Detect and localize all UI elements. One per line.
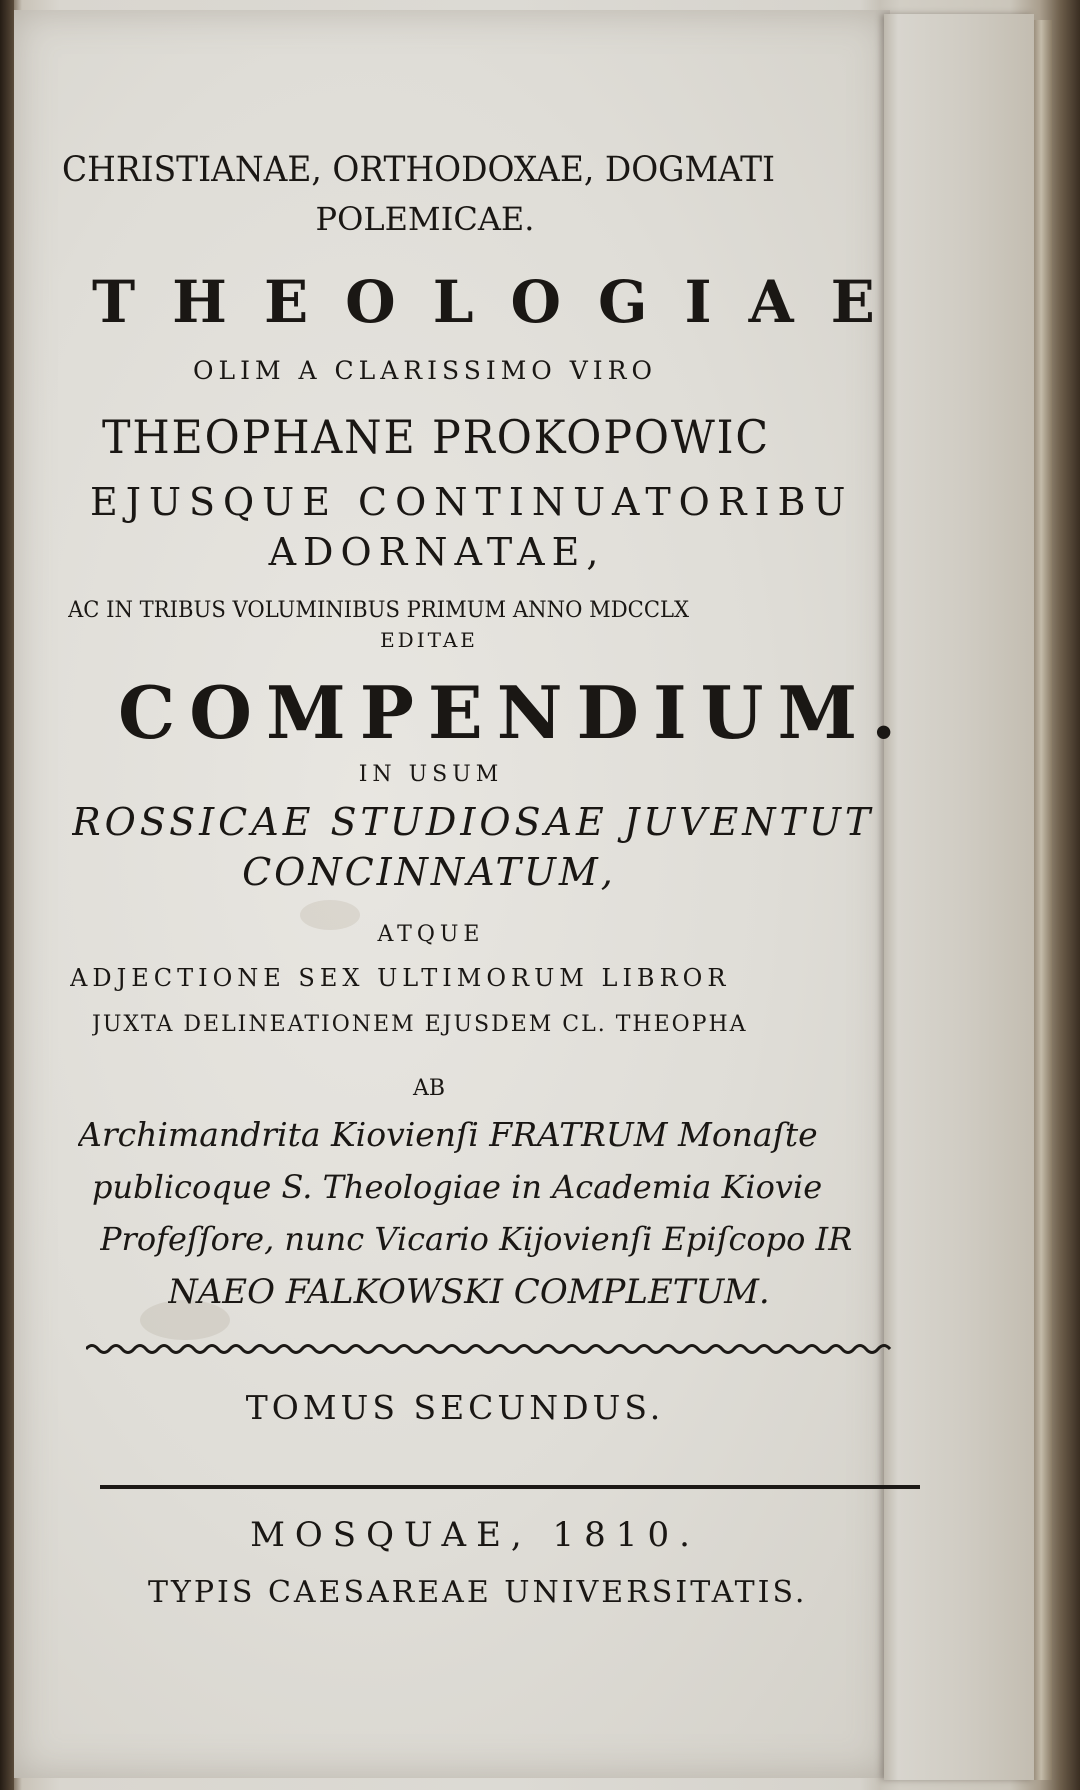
- main-title-theologiae: THEOLOGIAE: [92, 268, 912, 336]
- title-line-archimandrita: Archimandrita Kiovienſi FRATRUM Monaſte: [78, 1115, 818, 1154]
- title-line-concinnatum: CONCINNATUM,: [242, 850, 616, 894]
- imprint-printer: TYPIS CAESAREAE UNIVERSITATIS.: [148, 1575, 808, 1610]
- horizontal-rule: [100, 1485, 920, 1489]
- title-line-ab: AB: [412, 1076, 446, 1101]
- volume-label: TOMUS SECUNDUS.: [245, 1388, 665, 1427]
- title-line-adjectione: ADJECTIONE SEX ULTIMORUM LIBROR: [70, 964, 731, 992]
- title-line-olim: OLIM A CLARISSIMO VIRO: [193, 356, 657, 385]
- ornamental-wavy-rule: [86, 1342, 892, 1356]
- title-line-editae: EDITAE: [380, 628, 478, 652]
- title-line-professore: Profeſſore, nunc Vicario Kijovienſi Epiſcopo IR: [100, 1220, 853, 1258]
- title-line-adornatae: ADORNATAE,: [268, 530, 606, 574]
- title-line-falkowski: NAEO FALKOWSKI COMPLETUM.: [168, 1272, 770, 1312]
- title-line-atque: ATQUE: [377, 922, 485, 947]
- title-compendium: COMPENDIUM.: [118, 670, 911, 755]
- imprint-place-year: MOSQUAE, 1810.: [250, 1515, 700, 1555]
- title-line-in-usum: IN USUM: [358, 762, 504, 787]
- author-name: THEOPHANE PROKOPOWIC: [102, 410, 771, 464]
- title-page-text: [40, 0, 912, 1790]
- title-line-juxta: JUXTA DELINEATIONEM EJUSDEM CL. THEOPHA: [92, 1012, 748, 1037]
- title-line-continuators: EJUSQUE CONTINUATORIBU: [90, 480, 854, 524]
- book-spine-shadow: [0, 0, 14, 1790]
- title-line-first-edition: AC IN TRIBUS VOLUMINIBUS PRIMUM ANNO MDCCLX: [68, 598, 690, 623]
- title-line-publicoque: publicoque S. Theologiae in Academia Kiovie: [92, 1168, 823, 1206]
- title-line-dogmatic: CHRISTIANAE, ORTHODOXAE, DOGMATI: [62, 150, 776, 190]
- page-edges: [1034, 20, 1052, 1780]
- title-line-polemicae: POLEMICAE.: [315, 200, 535, 238]
- title-line-rossicae: ROSSICAE STUDIOSAE JUVENTUT: [72, 800, 875, 844]
